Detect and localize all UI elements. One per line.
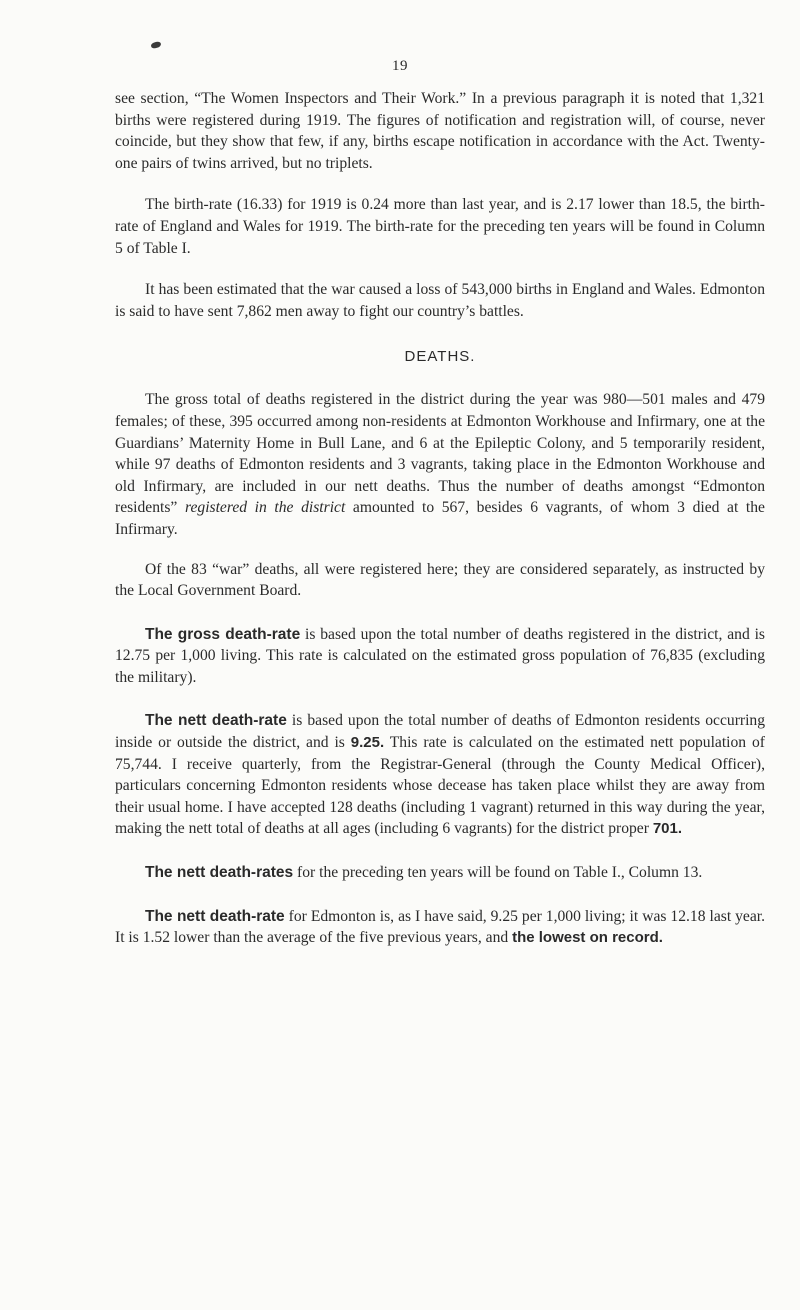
- paragraph-nett-death-rate: [115, 710, 765, 840]
- ink-blot-mark: [150, 41, 161, 49]
- nett-death-rate-summary-text: for Edmonton is, as I have said, 9.25 per 1,000 living; it was 12.18 last year. It is 1.52 lower than the average of the five previous years, and: [115, 907, 766, 947]
- paragraph-war-births-loss: It has been estimated that the war caused a loss of 543,000 births in England and Wales. Edmonton is said to have sent 7,862 men away to fight our country’s battles.: [115, 281, 765, 320]
- paragraph-births-notification: see section, “The Women Inspectors and Their Work.” In a previous paragraph it is noted that 1,321 births were registered during 1919. The figures of notification and registration will, of course, never coincide, but they show that few, if any, births escape notification in accordance with the Act. Twenty-one pairs of twins arrived, but no triplets.: [115, 90, 765, 172]
- page-number: 19: [392, 58, 408, 74]
- nett-death-rate-heading: The nett death-rate: [145, 712, 287, 730]
- section-heading-deaths: DEATHS.: [404, 348, 476, 366]
- nett-death-rates-text: for the preceding ten years will be found on Table I., Column 13.: [293, 864, 703, 882]
- paragraph-gross-deaths: [115, 389, 765, 540]
- gross-death-rate-heading: The gross death-rate: [145, 625, 301, 643]
- paragraph-birth-rate: The birth-rate (16.33) for 1919 is 0.24 more than last year, and is 2.17 lower than 18.5, the birth-rate of England and Wales for 1919. The birth-rate for the preceding ten years will be found in Column 5 of Table I.: [115, 196, 765, 257]
- nett-death-rate-text-continued: This rate is calculated on the estimated nett population of 75,744. I receive quarterly, from the Registrar-General (through the County Medical Officer), particulars concerning Edmonton residents whose decease has taken place whilst they are away from their usual home. I have accepted 128 deaths (including 1 vagrant) returned in this way during the year, making the nett total of deaths at all ages (including 6 vagrants) for the district proper: [115, 734, 765, 838]
- nett-deaths-total: 701.: [652, 820, 683, 838]
- nett-death-rate-value: 9.25.: [350, 734, 385, 752]
- nett-death-rates-heading: The nett death-rates: [145, 864, 294, 882]
- paragraph-nett-death-rates-history: [115, 862, 765, 884]
- page-body: [115, 88, 765, 949]
- paragraph-gross-deaths-text: The gross total of deaths registered in the district during the year was 980—501 males and 479 females; of these, 395 occurred among non-residents at Edmonton Workhouse and Infirmary, one at the Guardians’ Maternity Home in Bull Lane, and 6 at the Epileptic Colony, and 5 temporarily resident, while 97 deaths of Edmonton residents and 3 vagrants, taking place in the Edmonton Workhouse and old Infirmary, are included in our nett deaths. Thus the number of deaths amongst “Edmonton residents”: [115, 391, 765, 517]
- lowest-on-record-bold: the lowest on record.: [512, 929, 663, 947]
- paragraph-war-deaths: Of the 83 “war” deaths, all were registered here; they are considered separately, as instructed by the Local Government Board.: [115, 560, 765, 600]
- paragraph-nett-death-rate-summary: [115, 906, 765, 949]
- gross-death-rate-text: is based upon the total number of deaths registered in the district, and is 12.75 per 1,000 living. This rate is calculated on the estimated gross population of 76,835 (excluding the military).: [115, 625, 765, 686]
- paragraph-gross-deaths-end: amounted to 567, besides 6 vagrants, of whom 3 died at the Infirmary.: [115, 499, 765, 538]
- paragraph-gross-death-rate: [115, 624, 765, 689]
- nett-death-rate-summary-heading: The nett death-rate: [145, 907, 285, 925]
- nett-death-rate-text: is based upon the total number of deaths of Edmonton residents occurring inside or outside the district, and is: [115, 712, 766, 752]
- registered-in-district-italic: registered in the district: [184, 499, 346, 517]
